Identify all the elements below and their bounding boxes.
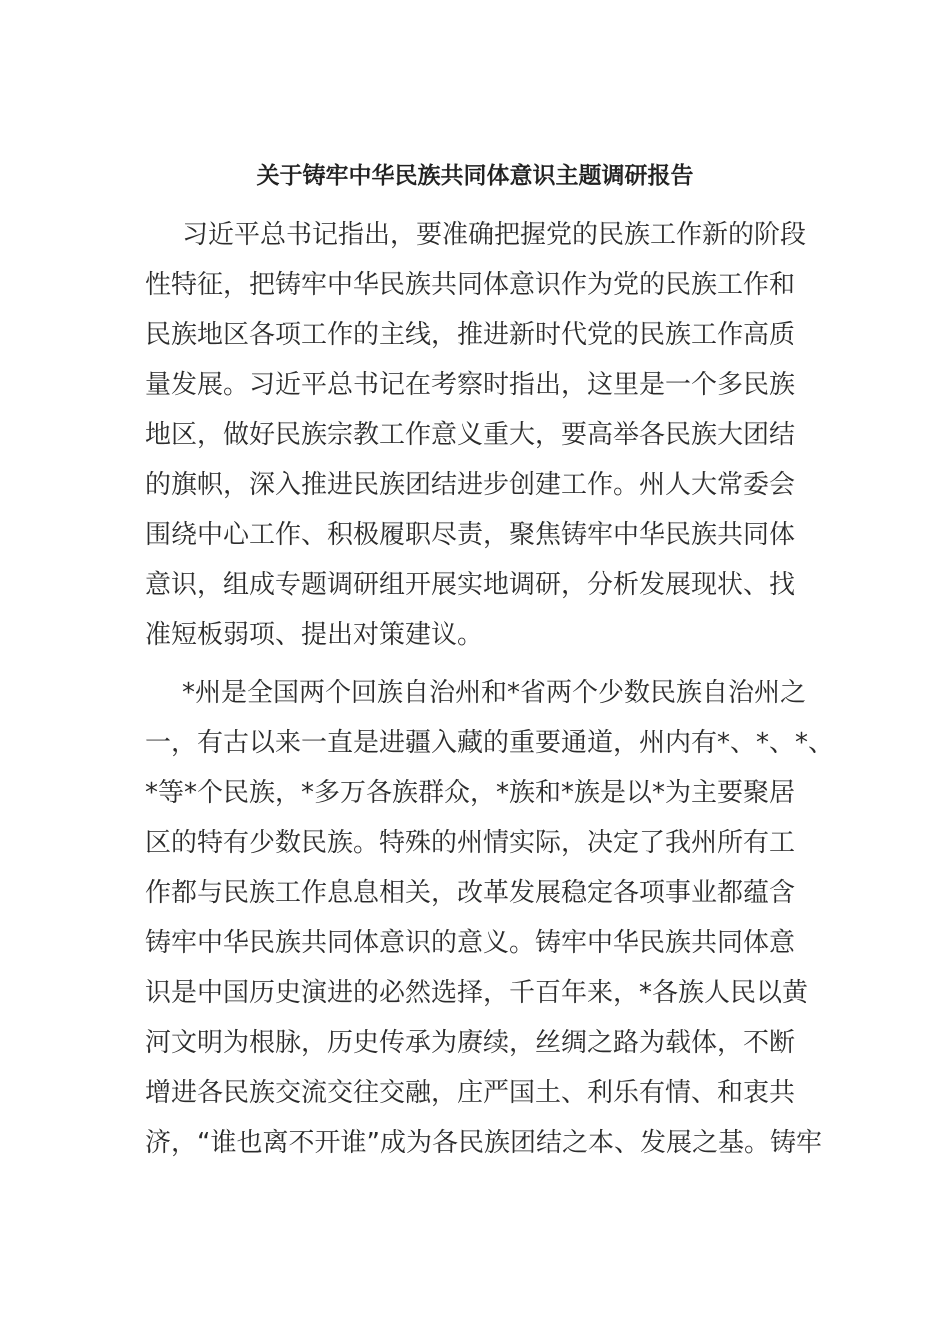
paragraph-line: 量发展。习近平总书记在考察时指出，这里是一个多民族 [145, 370, 796, 400]
paragraph-line: 增进各民族交流交往交融，庄严国土、利乐有情、和衷共 [145, 1078, 796, 1108]
paragraph-line: 区的特有少数民族。特殊的州情实际，决定了我州所有工 [145, 828, 796, 858]
paragraph-line: 性特征，把铸牢中华民族共同体意识作为党的民族工作和 [145, 270, 796, 300]
paragraph-line: 地区，做好民族宗教工作意义重大，要高举各民族大团结 [145, 420, 796, 450]
paragraph-line: 准短板弱项、提出对策建议。 [145, 620, 484, 650]
paragraph-line: 民族地区各项工作的主线，推进新时代党的民族工作高质 [145, 320, 796, 350]
paragraph-line: *等*个民族，*多万各族群众，*族和*族是以*为主要聚居 [145, 778, 796, 808]
paragraph-line: 围绕中心工作、积极履职尽责，聚焦铸牢中华民族共同体 [145, 520, 796, 550]
paragraph-line: 习近平总书记指出，要准确把握党的民族工作新的阶段 [182, 220, 807, 250]
paragraph-line: 的旗帜，深入推进民族团结进步创建工作。州人大常委会 [145, 470, 796, 500]
document-title: 关于铸牢中华民族共同体意识主题调研报告 [256, 163, 694, 189]
paragraph-line: 铸牢中华民族共同体意识的意义。铸牢中华民族共同体意 [145, 928, 796, 958]
paragraph-line: 济，“谁也离不开谁”成为各民族团结之本、发展之基。铸牢 [145, 1128, 822, 1158]
paragraph-line: 一，有古以来一直是进疆入藏的重要通道，州内有*、*、*、 [145, 728, 835, 758]
paragraph-line: 意识，组成专题调研组开展实地调研，分析发展现状、找 [145, 570, 796, 600]
paragraph-line: 作都与民族工作息息相关，改革发展稳定各项事业都蕴含 [145, 878, 796, 908]
paragraph-2 [145, 668, 835, 1168]
paragraph-line: 识是中国历史演进的必然选择，千百年来，*各族人民以黄 [145, 978, 809, 1008]
paragraph-line: 河文明为根脉，历史传承为赓续，丝绸之路为载体，不断 [145, 1028, 796, 1058]
paragraph-1 [145, 210, 813, 660]
paragraph-line: *州是全国两个回族自治州和*省两个少数民族自治州之 [182, 678, 807, 708]
